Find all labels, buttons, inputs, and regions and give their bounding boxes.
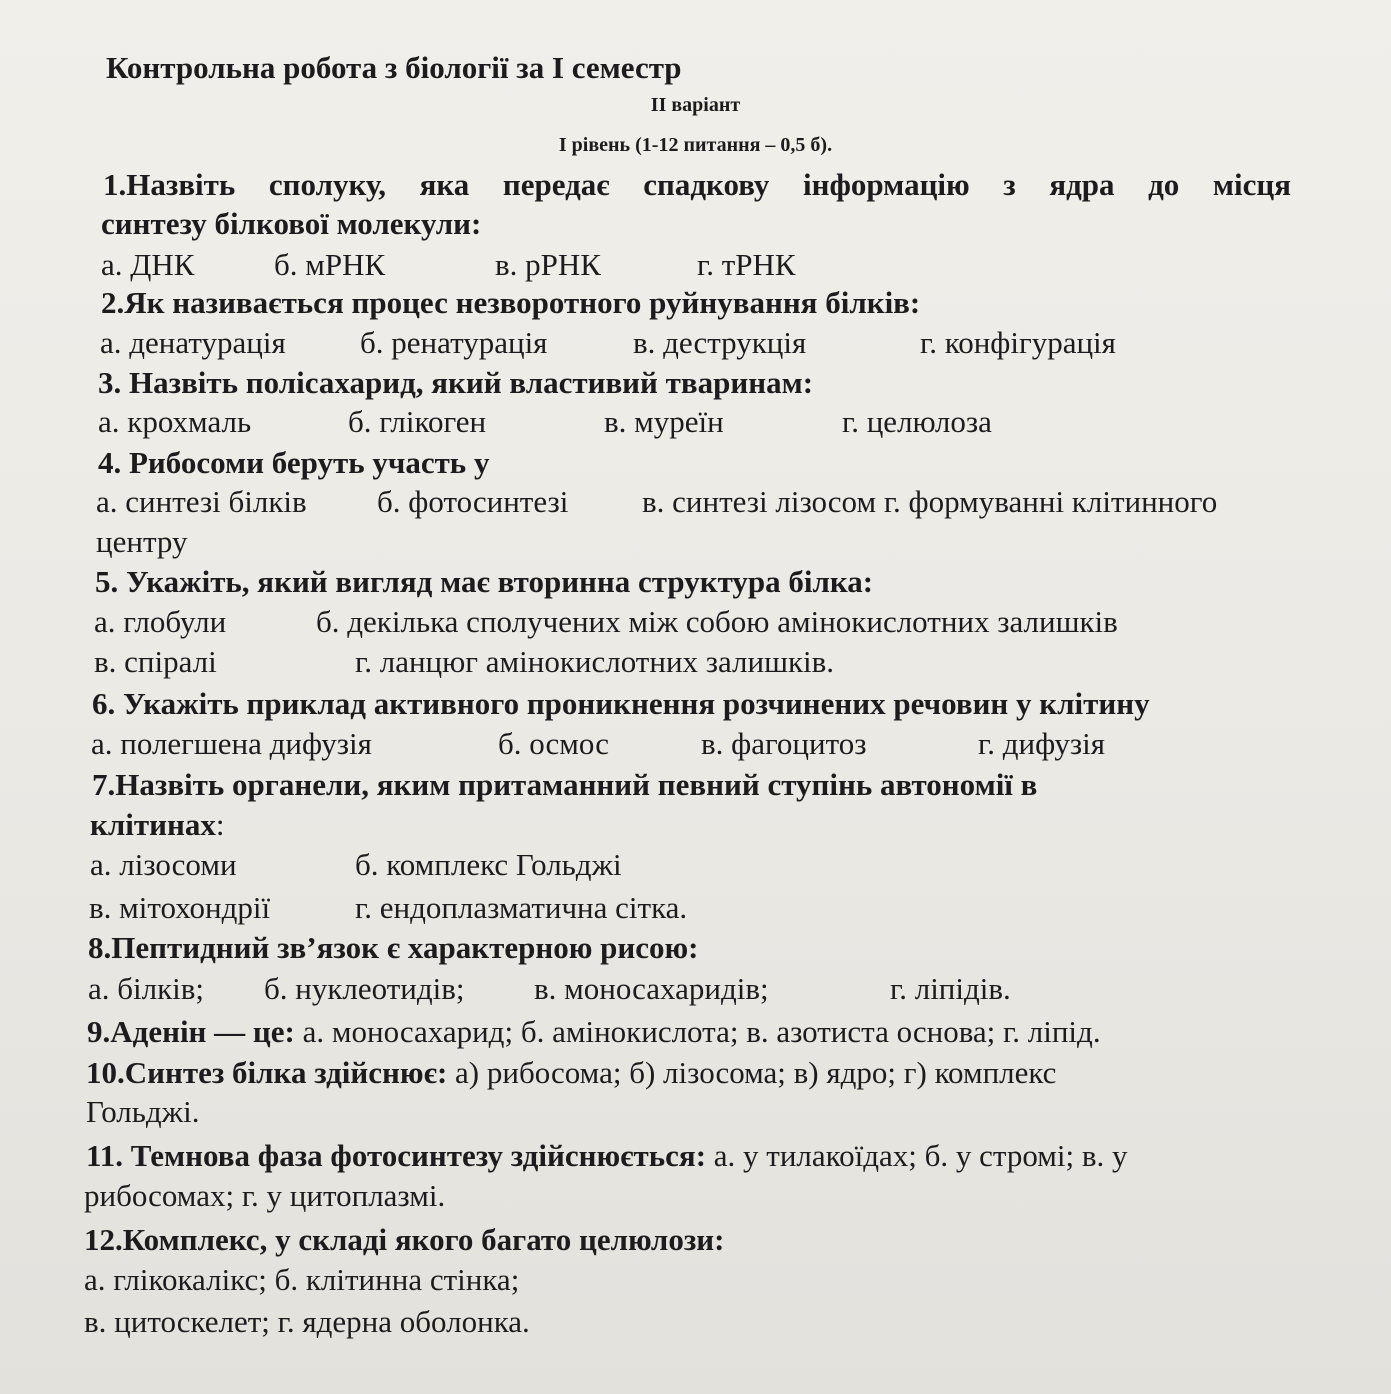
question-2-option-c: в. деструкція [633, 325, 807, 360]
question-5-option-c: в. спіралі [94, 644, 217, 679]
question-7-option-b: б. комплекс Гольджі [355, 847, 622, 882]
question-3-option-c: в. муреїн [604, 404, 724, 439]
question-2-option-b: б. ренатурація [360, 325, 548, 360]
question-7-line-1: 7.Назвіть органели, яким притаманний певний ступінь автономії в [92, 767, 1038, 802]
question-11-answers: а. у тилакоїдах; б. у стромі; в. у [706, 1138, 1128, 1173]
question-8-option-d: г. ліпідів. [890, 971, 1011, 1006]
question-7-line-2: клітинах [90, 807, 216, 842]
question-5-option-a: а. глобули [94, 604, 227, 639]
question-5: 5. Укажіть, який вигляд має вторинна структура білка: [95, 564, 874, 599]
level-heading: І рівень (1-12 питання – 0,5 б). [558, 134, 833, 156]
question-12: 12.Комплекс, у складі якого багато целюлози: [84, 1222, 725, 1257]
question-2: 2.Як називається процес незворотного руйнування білків: [101, 285, 921, 320]
question-1-line-2: синтезу білкової молекули: [101, 206, 482, 241]
question-7-option-c: в. мітохондрії [89, 890, 271, 925]
question-4: 4. Рибосоми беруть участь у [98, 445, 490, 480]
question-12-answers-line-2: в. цитоскелет; г. ядерна оболонка. [84, 1304, 530, 1339]
question-11: 11. Темнова фаза фотосинтезу здійснюється: [86, 1138, 707, 1173]
question-3-option-b: б. глікоген [348, 404, 487, 439]
question-7-option-a: а. лізосоми [90, 847, 237, 882]
question-4-option-b: б. фотосинтезі [377, 484, 569, 519]
question-1-option-c: в. рРНК [495, 247, 601, 282]
question-3: 3. Назвіть полісахарид, який властивий тваринам: [98, 365, 814, 400]
question-3-option-d: г. целюлоза [842, 404, 992, 439]
question-1-option-d: г. тРНК [697, 247, 796, 282]
question-1-option-a: а. ДНК [101, 247, 195, 282]
document-title: Контрольна робота з біології за І семестр [106, 50, 682, 85]
question-1-line-1: 1.Назвіть сполуку, яка передає спадкову інформацію з ядра до місця [103, 167, 1291, 202]
question-8-option-c: в. моносахаридів; [534, 971, 769, 1006]
question-5-option-b: б. декілька сполучених між собою амінокислотних залишків [316, 604, 1118, 639]
question-6-option-a: а. полегшена дифузія [91, 726, 372, 761]
question-7-option-d: г. ендоплазматична сітка. [355, 890, 688, 925]
question-6-option-d: г. дифузія [978, 726, 1106, 761]
question-5-option-d: г. ланцюг амінокислотних залишків. [355, 644, 835, 679]
question-6: 6. Укажіть приклад активного проникнення розчинених речовин у клітину [92, 686, 1150, 721]
question-8-option-a: а. білків; [88, 971, 205, 1006]
question-6-option-c: в. фагоцитоз [701, 726, 867, 761]
question-10-answers: а) рибосома; б) лізосома; в) ядро; г) комплекс [447, 1055, 1057, 1090]
question-2-option-d: г. конфігурація [920, 325, 1116, 360]
question-1-option-b: б. мРНК [274, 247, 386, 282]
question-2-option-a: а. денатурація [100, 325, 286, 360]
question-12-answers-line-1: а. глікокалікс; б. клітинна стінка; [84, 1262, 520, 1297]
question-8-option-b: б. нуклеотидів; [264, 971, 465, 1006]
question-4-option-c-d: в. синтезі лізосом г. формуванні клітинного [642, 484, 1218, 519]
question-10: 10.Синтез білка здійснює: [86, 1055, 448, 1090]
question-6-option-b: б. осмос [498, 726, 609, 761]
question-10-answers-line-2: Гольджі. [86, 1094, 200, 1129]
question-7-colon: : [215, 807, 225, 842]
question-9-answers: а. моносахарид; б. амінокислота; в. азотиста основа; г. ліпід. [294, 1014, 1101, 1049]
question-9: 9.Аденін — це: [87, 1014, 295, 1049]
question-11-answers-line-2: рибосомах; г. у цитоплазмі. [84, 1178, 446, 1213]
question-4-option-a: а. синтезі білків [96, 484, 307, 519]
question-8: 8.Пептидний зв’язок є характерною рисою: [88, 930, 699, 965]
question-3-option-a: а. крохмаль [98, 404, 252, 439]
question-4-option-d-continued: центру [96, 524, 188, 559]
variant-heading: ІІ варіант [650, 94, 741, 116]
